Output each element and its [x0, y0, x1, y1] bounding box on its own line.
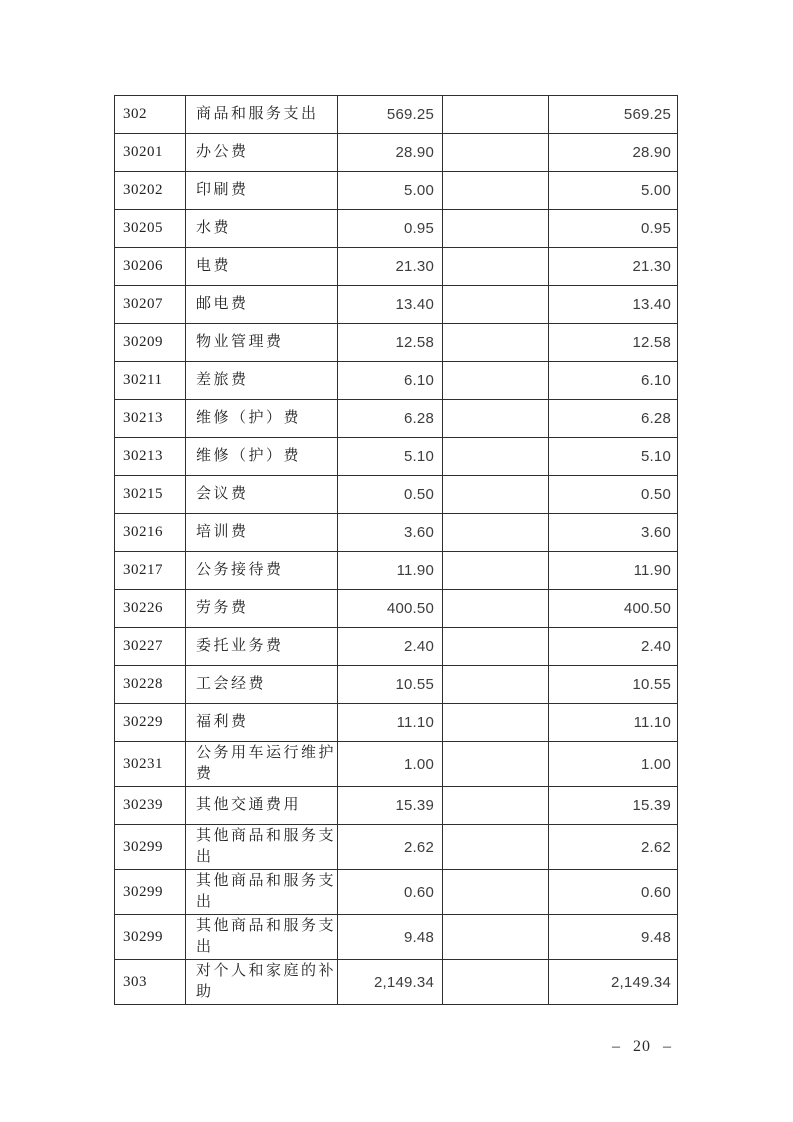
table-row [115, 825, 678, 870]
empty-cell [443, 666, 549, 704]
empty-cell [443, 362, 549, 400]
code-cell: 30201 [115, 134, 186, 172]
code-cell: 30211 [115, 362, 186, 400]
page-number: – 20 – [612, 1038, 672, 1055]
amount-cell: 9.48 [338, 915, 443, 960]
code-cell: 30206 [115, 248, 186, 286]
amount-cell: 3.60 [338, 514, 443, 552]
amount-cell: 6.10 [549, 362, 678, 400]
item-name-cell: 电费 [186, 248, 338, 286]
code-cell: 30226 [115, 590, 186, 628]
table-row [115, 590, 678, 628]
amount-cell: 5.10 [549, 438, 678, 476]
empty-cell [443, 742, 549, 787]
amount-cell: 11.10 [338, 704, 443, 742]
table-row [115, 172, 678, 210]
amount-cell: 0.50 [338, 476, 443, 514]
empty-cell [443, 400, 549, 438]
empty-cell [443, 438, 549, 476]
item-name-cell: 商品和服务支出 [186, 96, 338, 134]
amount-cell: 10.55 [549, 666, 678, 704]
empty-cell [443, 210, 549, 248]
table-row [115, 960, 678, 1005]
table-row [115, 248, 678, 286]
amount-cell: 5.00 [549, 172, 678, 210]
amount-cell: 3.60 [549, 514, 678, 552]
amount-cell: 21.30 [338, 248, 443, 286]
item-name-cell: 水费 [186, 210, 338, 248]
amount-cell: 15.39 [549, 787, 678, 825]
table-row [115, 210, 678, 248]
item-name-cell: 印刷费 [186, 172, 338, 210]
item-name-cell: 福利费 [186, 704, 338, 742]
code-cell: 30215 [115, 476, 186, 514]
amount-cell: 6.28 [338, 400, 443, 438]
amount-cell: 9.48 [549, 915, 678, 960]
code-cell: 30231 [115, 742, 186, 787]
table-row [115, 915, 678, 960]
table-row [115, 134, 678, 172]
empty-cell [443, 248, 549, 286]
code-cell: 30239 [115, 787, 186, 825]
amount-cell: 10.55 [338, 666, 443, 704]
amount-cell: 0.95 [338, 210, 443, 248]
item-name-cell: 维修（护）费 [186, 400, 338, 438]
table-row [115, 742, 678, 787]
table-row [115, 362, 678, 400]
empty-cell [443, 590, 549, 628]
item-name-cell: 其他商品和服务支出 [186, 870, 338, 915]
empty-cell [443, 704, 549, 742]
amount-cell: 21.30 [549, 248, 678, 286]
budget-table-body [115, 96, 678, 1005]
amount-cell: 2,149.34 [549, 960, 678, 1005]
table-row [115, 400, 678, 438]
empty-cell [443, 476, 549, 514]
amount-cell: 400.50 [338, 590, 443, 628]
amount-cell: 2.40 [549, 628, 678, 666]
code-cell: 302 [115, 96, 186, 134]
empty-cell [443, 172, 549, 210]
code-cell: 30213 [115, 400, 186, 438]
amount-cell: 13.40 [338, 286, 443, 324]
amount-cell: 400.50 [549, 590, 678, 628]
table-row [115, 787, 678, 825]
amount-cell: 1.00 [549, 742, 678, 787]
amount-cell: 0.50 [549, 476, 678, 514]
table-row [115, 476, 678, 514]
amount-cell: 5.00 [338, 172, 443, 210]
item-name-cell: 办公费 [186, 134, 338, 172]
code-cell: 30228 [115, 666, 186, 704]
amount-cell: 1.00 [338, 742, 443, 787]
amount-cell: 2,149.34 [338, 960, 443, 1005]
table-row [115, 286, 678, 324]
empty-cell [443, 628, 549, 666]
amount-cell: 12.58 [549, 324, 678, 362]
amount-cell: 2.62 [549, 825, 678, 870]
empty-cell [443, 514, 549, 552]
code-cell: 30205 [115, 210, 186, 248]
table-row [115, 96, 678, 134]
amount-cell: 15.39 [338, 787, 443, 825]
item-name-cell: 邮电费 [186, 286, 338, 324]
table-row [115, 704, 678, 742]
item-name-cell: 劳务费 [186, 590, 338, 628]
amount-cell: 569.25 [338, 96, 443, 134]
code-cell: 30202 [115, 172, 186, 210]
item-name-cell: 培训费 [186, 514, 338, 552]
item-name-cell: 公务用车运行维护费 [186, 742, 338, 787]
amount-cell: 28.90 [549, 134, 678, 172]
code-cell: 30209 [115, 324, 186, 362]
item-name-cell: 差旅费 [186, 362, 338, 400]
table-row [115, 870, 678, 915]
table-row [115, 438, 678, 476]
item-name-cell: 物业管理费 [186, 324, 338, 362]
budget-table [114, 95, 678, 1005]
amount-cell: 13.40 [549, 286, 678, 324]
amount-cell: 0.95 [549, 210, 678, 248]
amount-cell: 11.90 [338, 552, 443, 590]
empty-cell [443, 787, 549, 825]
item-name-cell: 其他交通费用 [186, 787, 338, 825]
amount-cell: 12.58 [338, 324, 443, 362]
empty-cell [443, 134, 549, 172]
code-cell: 30216 [115, 514, 186, 552]
amount-cell: 569.25 [549, 96, 678, 134]
amount-cell: 2.40 [338, 628, 443, 666]
empty-cell [443, 286, 549, 324]
code-cell: 30207 [115, 286, 186, 324]
code-cell: 303 [115, 960, 186, 1005]
amount-cell: 0.60 [338, 870, 443, 915]
empty-cell [443, 960, 549, 1005]
code-cell: 30229 [115, 704, 186, 742]
item-name-cell: 其他商品和服务支出 [186, 915, 338, 960]
amount-cell: 6.28 [549, 400, 678, 438]
amount-cell: 5.10 [338, 438, 443, 476]
code-cell: 30299 [115, 915, 186, 960]
item-name-cell: 委托业务费 [186, 628, 338, 666]
item-name-cell: 会议费 [186, 476, 338, 514]
table-row [115, 324, 678, 362]
item-name-cell: 其他商品和服务支出 [186, 825, 338, 870]
empty-cell [443, 324, 549, 362]
amount-cell: 2.62 [338, 825, 443, 870]
code-cell: 30299 [115, 870, 186, 915]
table-row [115, 628, 678, 666]
amount-cell: 11.10 [549, 704, 678, 742]
code-cell: 30213 [115, 438, 186, 476]
empty-cell [443, 552, 549, 590]
code-cell: 30217 [115, 552, 186, 590]
table-row [115, 666, 678, 704]
item-name-cell: 工会经费 [186, 666, 338, 704]
item-name-cell: 维修（护）费 [186, 438, 338, 476]
table-row [115, 552, 678, 590]
amount-cell: 11.90 [549, 552, 678, 590]
empty-cell [443, 825, 549, 870]
code-cell: 30227 [115, 628, 186, 666]
amount-cell: 6.10 [338, 362, 443, 400]
empty-cell [443, 915, 549, 960]
table-row [115, 514, 678, 552]
code-cell: 30299 [115, 825, 186, 870]
empty-cell [443, 870, 549, 915]
item-name-cell: 对个人和家庭的补助 [186, 960, 338, 1005]
item-name-cell: 公务接待费 [186, 552, 338, 590]
empty-cell [443, 96, 549, 134]
amount-cell: 0.60 [549, 870, 678, 915]
amount-cell: 28.90 [338, 134, 443, 172]
